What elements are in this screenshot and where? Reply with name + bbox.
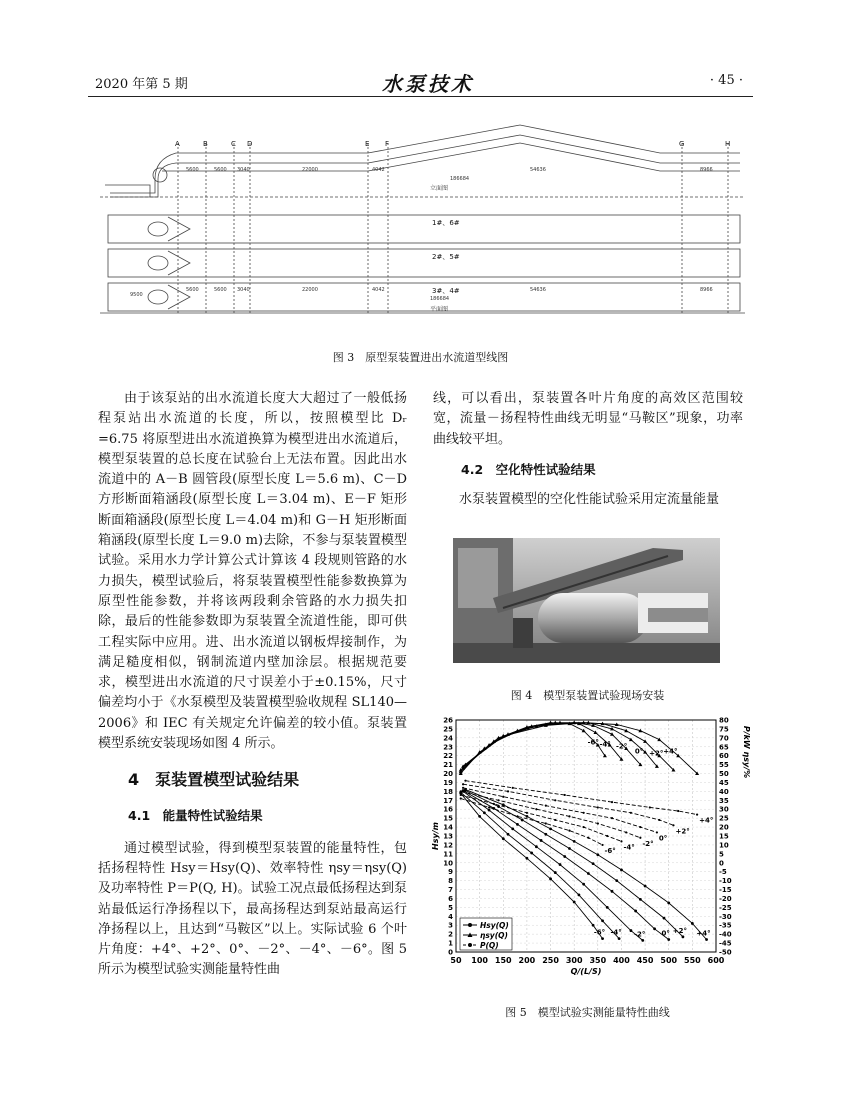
dim-total-plan: 186684 (430, 296, 450, 302)
y-left-tick-label: 11 (443, 850, 453, 859)
plan-row-label-3: 3#、4# (432, 287, 460, 295)
left-paragraph-2: 通过模型试验，得到模型泵装置的能量特性，包括扬程特性 Hsy＝Hsy(Q)、效率特性 ηsy＝ηsy(Q)及功率特性 P＝P(Q, H)。试验工况点最低扬程达到泵站最低运行净扬程以下，最高扬程达到泵站最高运行净扬程以上，且达到“马鞍区”以上。实际试验 6 个叶片角度：+4°、+2°、0°、－2°、－4°、－6°。图 5 所示为模型试验实测能量特性曲 (98, 840, 407, 978)
section-letter-d: D (247, 140, 253, 148)
head-point (526, 815, 529, 818)
figure-5-chart (430, 712, 750, 982)
dim-ef: 4042 (372, 167, 385, 173)
power-point (460, 790, 462, 792)
power-point (535, 808, 537, 810)
legend-label: ηsy(Q) (480, 931, 508, 940)
left-column (98, 389, 407, 981)
power-point (568, 815, 570, 817)
y-left-tick-label: 19 (443, 778, 453, 787)
section-4-1-heading: 4.1 能量特性试验结果 (128, 808, 263, 824)
head-point (667, 938, 670, 941)
head-point (641, 939, 644, 942)
efficiency-angle-label: -4° (599, 740, 611, 749)
plan-row-label-2: 2#、5# (432, 253, 460, 261)
head-point (530, 852, 533, 855)
head-point (521, 819, 524, 822)
issue-label: 2020 年第 5 期 (95, 77, 188, 92)
power-angle-label: -6° (604, 846, 616, 855)
x-tick-label: 100 (471, 956, 488, 965)
head-angle-label: 0° (661, 929, 670, 938)
power-point (625, 831, 627, 833)
y-left-tick-label: 7 (448, 886, 453, 895)
section-4-heading: 4 泵装置模型试验结果 (128, 770, 300, 790)
figure-4-photo (453, 538, 720, 663)
y-right-tick-label: -40 (719, 930, 732, 939)
right-paragraph-1: 线，可以看出，泵装置各叶片角度的高效区范围较宽，流量－扬程特性曲线无明显“马鞍区”现象，功率曲线较平坦。 (433, 391, 743, 447)
power-point (611, 801, 613, 803)
efficiency-point (629, 738, 633, 742)
head-point (611, 890, 614, 893)
power-point (462, 787, 464, 789)
power-point (630, 812, 632, 814)
head-point (596, 853, 599, 856)
legend-label: P(Q) (480, 941, 499, 950)
power-point (696, 813, 698, 815)
head-point (549, 827, 552, 830)
head-point (691, 922, 694, 925)
y-right-tick-label: 60 (719, 752, 729, 761)
power-point (583, 812, 585, 814)
y-left-axis-label: Hsy/m (431, 822, 440, 850)
head-point (644, 885, 647, 888)
dim-total-elevation: 186684 (450, 176, 470, 182)
power-point (516, 815, 518, 817)
right-paragraph-2: 水泵装置模型的空化性能试验采用定流量能量 (459, 492, 720, 508)
power-point (611, 817, 613, 819)
x-tick-label: 350 (589, 956, 607, 965)
head-point (502, 837, 505, 840)
power-point (526, 812, 528, 814)
journal-title: 水泵技术 (382, 72, 474, 96)
y-left-tick-label: 3 (448, 921, 453, 930)
y-right-tick-label: 80 (719, 716, 729, 725)
dim-ab: 5600 (186, 167, 199, 173)
y-right-tick-label: 70 (719, 734, 729, 743)
plan-label: 平面图 (430, 306, 449, 313)
y-right-tick-label: 30 (719, 805, 729, 814)
head-point (516, 823, 519, 826)
dim-fg-plan: 54636 (530, 287, 546, 293)
y-left-tick-label: 23 (443, 743, 453, 752)
head-point (618, 937, 621, 940)
right-column (433, 389, 743, 510)
head-point (667, 902, 670, 905)
section-letter-b: B (203, 140, 208, 148)
dim-ab-plan: 5600 (186, 287, 199, 293)
efficiency-angle-label: -6° (587, 738, 599, 747)
head-point (634, 910, 637, 913)
y-right-tick-label: 25 (719, 814, 729, 823)
section-letter-a: A (175, 140, 180, 148)
dim-bc-plan: 5600 (214, 287, 227, 293)
y-right-tick-label: 45 (719, 778, 729, 787)
power-point (512, 787, 514, 789)
power-point (672, 824, 674, 826)
head-point (540, 839, 543, 842)
power-angle-label: 0° (658, 834, 668, 843)
power-point (597, 822, 599, 824)
section-letter-c: C (231, 140, 236, 148)
y-left-tick-label: 14 (443, 823, 453, 832)
power-point (493, 803, 495, 805)
power-point (545, 805, 547, 807)
y-left-tick-label: 4 (448, 912, 453, 921)
head-point (526, 857, 529, 860)
header-rule (88, 96, 753, 97)
power-point (649, 806, 651, 808)
head-point (478, 815, 481, 818)
head-point (573, 901, 576, 904)
dim-bc: 5600 (214, 167, 227, 173)
power-point (583, 826, 585, 828)
power-point (587, 837, 589, 839)
figure-3-caption: 图 3 原型泵装置进出水流道型线图 (332, 351, 509, 364)
y-left-tick-label: 24 (443, 734, 453, 743)
power-point (554, 819, 556, 821)
power-point (597, 806, 599, 808)
y-right-tick-label: 75 (719, 725, 729, 734)
head-angle-label: +2° (672, 926, 688, 935)
y-right-tick-label: -30 (719, 912, 732, 921)
head-point (663, 917, 666, 920)
y-right-tick-label: -35 (719, 921, 732, 930)
y-left-tick-label: 22 (443, 752, 453, 761)
y-right-tick-label: 15 (719, 832, 729, 841)
dim-ef-plan: 4042 (372, 287, 385, 293)
section-letter-h: H (725, 140, 731, 148)
fig3-dimensions-top (100, 167, 745, 197)
head-point (630, 929, 633, 932)
x-axis-label: Q/(L/S) (570, 967, 602, 976)
section-4-2-heading: 4.2 空化特性试验结果 (461, 461, 596, 477)
power-angle-label: +2° (675, 827, 690, 836)
x-tick-label: 150 (494, 956, 512, 965)
y-right-tick-label: 50 (719, 770, 729, 779)
y-right-tick-label: -15 (719, 886, 732, 895)
y-left-tick-label: 5 (448, 903, 453, 912)
power-point (639, 826, 641, 828)
power-point (462, 783, 464, 785)
head-curve-0° (463, 791, 669, 940)
y-right-tick-label: 0 (719, 859, 724, 868)
dim-cd: 3040 (237, 167, 250, 173)
x-tick-label: 600 (707, 956, 725, 965)
head-point (615, 879, 618, 882)
y-right-axis-label: P/kW ηsy/% (742, 725, 751, 779)
efficiency-curve-+2° (463, 723, 673, 770)
power-angle-label: -2° (642, 839, 654, 848)
power-point (502, 796, 504, 798)
head-point (488, 809, 491, 812)
y-left-tick-label: 15 (443, 814, 453, 823)
x-tick-label: 200 (518, 956, 536, 965)
dim-fg: 54636 (530, 167, 546, 173)
y-left-tick-label: 26 (443, 716, 453, 725)
power-point (507, 790, 509, 792)
head-point (483, 811, 486, 814)
power-angle-label: +4° (699, 816, 714, 825)
head-point (507, 833, 510, 836)
y-right-tick-label: 10 (719, 841, 729, 850)
dim-cd-plan: 3040 (237, 287, 250, 293)
head-point (554, 871, 557, 874)
x-tick-label: 50 (450, 956, 462, 965)
y-right-tick-label: 40 (719, 787, 729, 796)
legend-marker (468, 923, 472, 927)
power-point (497, 799, 499, 801)
y-right-tick-label: -50 (719, 948, 732, 957)
x-tick-label: 500 (660, 956, 678, 965)
y-right-tick-label: -10 (719, 877, 732, 886)
y-left-tick-label: 0 (448, 948, 453, 957)
power-point (460, 797, 462, 799)
head-point (559, 863, 562, 866)
x-tick-label: 450 (636, 956, 654, 965)
left-paragraph-1: 由于该泵站的出水流道长度大大超过了一般低扬程泵站出水流道的长度，所以，按照模型比 Dᵣ =6.75 将原型进出水流道换算为模型进出水流道后，模型泵装置的总长度在试验台上无法布置。因此出水流道中的 A－B 圆管段(原型长度 L＝5.6 m)、C－D 方形断面箱涵段(原型长度 L＝3.04 m)、E－F 矩形断面箱涵段(原型长度 L＝4.04 m)和 G－H 矩形断面箱涵段(原型长度 L＝9.0 m)去除，不参与泵装置模型试验。采用水力学计算公式计算该 4 段规则管路的水力损失，模型试验后，将泵装置模型性能参数换算为原型性能参数，并将该两段剩余管路的水力损失扣除，最后的性能参数即为泵装置全流道性能，即可供工程实际中应用。进、出水流道以钢板焊接制作，为满足糙度相似，钢制流道内壁加涂层。根据规范要求，模型进出水流道的尺寸误差小于±0.15%，尺寸偏差均小于《水泵模型及装置模型验收规程 SL140—2006》和 IEC 有关规定允许偏差的较小值。泵装置模型系统安装现场如图 4 所示。 (98, 391, 407, 752)
y-right-tick-label: 65 (719, 743, 729, 752)
head-point (682, 935, 685, 938)
head-point (582, 883, 585, 886)
y-right-tick-label: -45 (719, 939, 732, 948)
power-point (568, 830, 570, 832)
x-tick-label: 550 (684, 956, 701, 965)
power-curve-0° (463, 788, 657, 833)
power-point (658, 819, 660, 821)
dim-gh: 8966 (700, 167, 713, 173)
x-tick-label: 250 (542, 956, 559, 965)
y-right-tick-label: 55 (719, 761, 729, 770)
power-point (460, 794, 462, 796)
head-point (653, 927, 656, 930)
power-curve-+4° (466, 781, 698, 815)
legend-label: Hsy(Q) (480, 921, 509, 930)
head-point (535, 845, 538, 848)
legend-marker (468, 943, 472, 947)
y-left-tick-label: 8 (448, 877, 453, 886)
dim-inlet: 9500 (130, 292, 143, 298)
y-left-tick-label: 2 (448, 930, 453, 939)
power-point (545, 822, 547, 824)
power-point (606, 835, 608, 837)
head-point (578, 893, 581, 896)
head-point (639, 898, 642, 901)
head-point (549, 877, 552, 880)
power-point (656, 831, 658, 833)
dim-gh-plan: 8966 (700, 287, 713, 293)
efficiency-angle-label: +4° (663, 747, 678, 756)
head-point (601, 919, 604, 922)
head-point (544, 833, 547, 836)
section-letter-e: E (365, 140, 370, 148)
y-left-tick-label: 20 (443, 770, 453, 779)
y-right-tick-label: 5 (719, 850, 724, 859)
y-left-tick-label: 6 (448, 894, 453, 903)
y-right-tick-label: 35 (719, 796, 729, 805)
head-point (601, 937, 604, 940)
y-right-tick-label: -20 (719, 894, 732, 903)
head-point (563, 855, 566, 858)
y-right-tick-label: 20 (719, 823, 729, 832)
power-angle-label: -4° (623, 843, 635, 852)
y-left-tick-label: 13 (443, 832, 453, 841)
y-left-tick-label: 16 (443, 805, 453, 814)
head-point (573, 840, 576, 843)
head-angle-label: -4° (610, 928, 622, 937)
plan-row-label-1: 1#、6# (432, 219, 460, 227)
y-left-tick-label: 17 (443, 796, 453, 805)
power-point (601, 844, 603, 846)
head-angle-label: +4° (696, 929, 711, 938)
section-letter-f: F (385, 140, 390, 148)
power-point (677, 810, 679, 812)
power-point (554, 799, 556, 801)
y-right-tick-label: -5 (719, 868, 727, 877)
y-left-tick-label: 1 (448, 939, 453, 948)
head-point (587, 872, 590, 875)
head-point (620, 869, 623, 872)
head-angle-label: -2° (634, 930, 646, 939)
y-left-tick-label: 25 (443, 725, 453, 734)
head-point (568, 847, 571, 850)
efficiency-angle-label: +2° (649, 749, 664, 758)
head-curve--6° (461, 793, 606, 938)
power-point (620, 840, 622, 842)
y-left-tick-label: 10 (443, 859, 453, 868)
section-letter-g: G (679, 140, 685, 148)
page-number: · 45 · (709, 73, 743, 88)
y-left-tick-label: 9 (448, 868, 453, 877)
y-left-tick-label: 18 (443, 787, 453, 796)
head-point (705, 938, 708, 941)
y-left-tick-label: 12 (443, 841, 453, 850)
head-point (592, 924, 595, 927)
efficiency-curve-0° (463, 723, 657, 769)
y-left-tick-label: 21 (443, 761, 453, 770)
head-point (606, 906, 609, 909)
head-point (511, 827, 514, 830)
power-point (639, 837, 641, 839)
power-point (464, 780, 466, 782)
fig3-section-letters (100, 140, 745, 152)
head-point (592, 862, 595, 865)
figure-4-caption: 图 4 模型泵装置试验现场安装 (510, 689, 665, 702)
y-right-tick-label: -25 (719, 903, 732, 912)
efficiency-point (593, 730, 597, 734)
x-tick-label: 400 (613, 956, 630, 965)
efficiency-angle-label: -2° (616, 742, 628, 751)
efficiency-point (643, 739, 647, 743)
elevation-label: 立面图 (430, 185, 449, 192)
dim-de-plan: 22000 (302, 287, 318, 293)
power-point (488, 806, 490, 808)
x-tick-label: 300 (565, 956, 583, 965)
head-angle-label: -6° (593, 928, 606, 937)
power-point (564, 794, 566, 796)
figure-5-caption: 图 5 模型试验实测能量特性曲线 (505, 1006, 670, 1019)
dim-de: 22000 (302, 167, 318, 173)
efficiency-angle-label: 0° (634, 747, 644, 756)
